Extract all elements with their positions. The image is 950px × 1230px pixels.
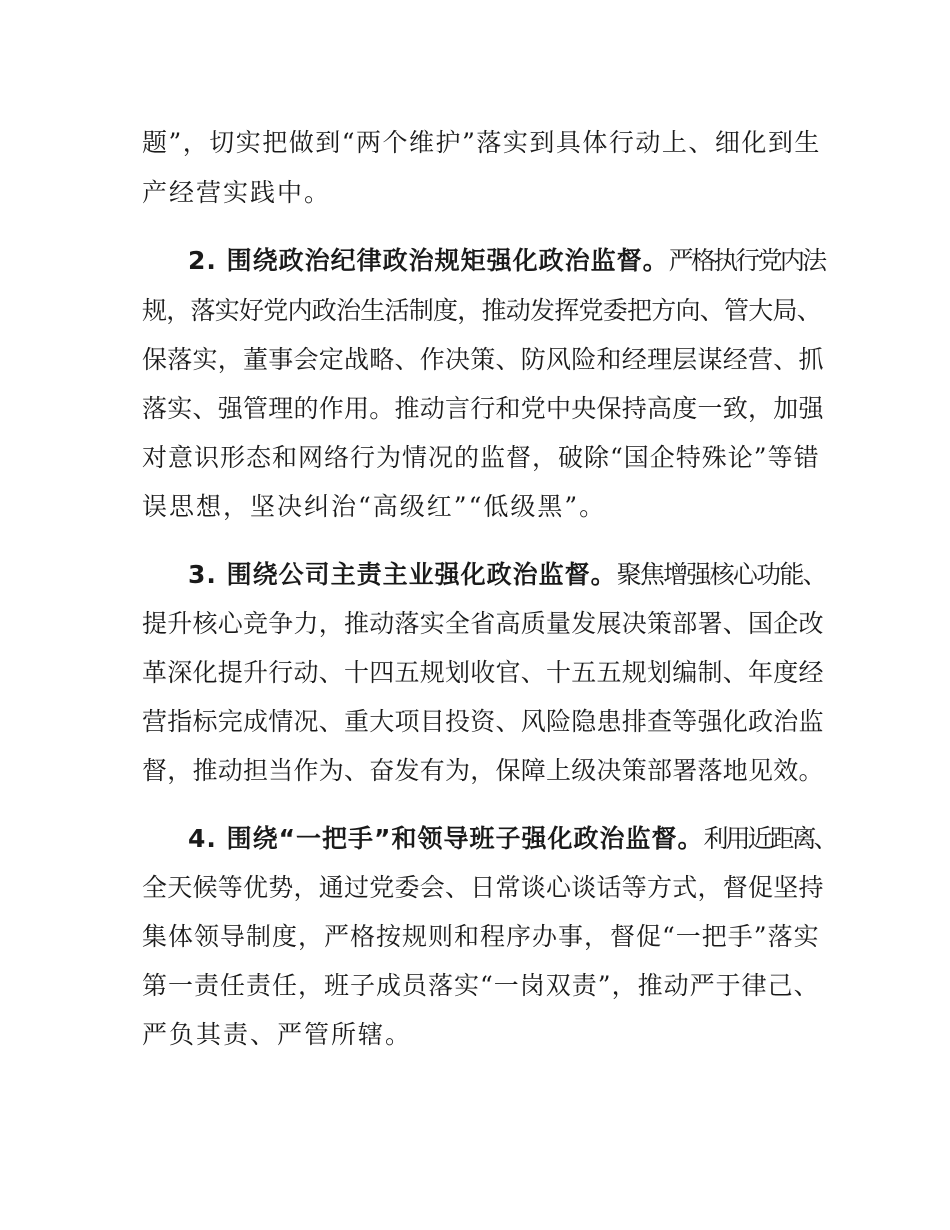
- para4-line1-text: 利用近距离、: [703, 824, 836, 853]
- para2-heading: 2. 围绕政治纪律政治规矩强化政治监督。: [188, 246, 669, 275]
- para2-line4: 落实、强管理的作用。推动言行和党中央保持高度一致，加强: [142, 394, 824, 423]
- para4-line1: [188, 823, 835, 855]
- para3-line3: 革深化提升行动、十四五规划收官、十五五规划编制、年度经: [142, 658, 824, 687]
- para2-line1: [188, 245, 824, 277]
- para4-line2: 全天候等优势，通过党委会、日常谈心谈话等方式，督促坚持: [142, 873, 824, 902]
- para1-line1: 题”，切实把做到“两个维护”落实到具体行动上、细化到生: [142, 128, 821, 157]
- para3-line1: [188, 559, 826, 591]
- para1-line2: 产经营实践中。: [142, 178, 332, 207]
- para2-line3: 保落实，董事会定战略、作决策、防风险和经理层谋经营、抓: [142, 345, 824, 374]
- para3-heading: 3. 围绕公司主责主业强化政治监督。: [188, 560, 617, 589]
- para3-line1-text: 聚焦增强核心功能、: [616, 560, 826, 589]
- para3-line4: 营指标完成情况、重大项目投资、风险隐患排查等强化政治监: [142, 707, 824, 736]
- para4-line5: 严负其责、严管所辖。: [142, 1020, 413, 1049]
- para4-heading: 4. 围绕“一把手”和领导班子强化政治监督。: [188, 824, 704, 853]
- para2-line5: 对意识形态和网络行为情况的监督，破除“国企特殊论”等错: [142, 443, 820, 472]
- para2-line1-text: 严格执行党内法: [668, 246, 825, 275]
- para3-line2: 提升核心竞争力，推动落实全省高质量发展决策部署、国企改: [142, 609, 824, 638]
- para2-line6: 误思想，坚决纠治“高级红”“低级黑”。: [142, 492, 607, 521]
- para3-line5: 督，推动担当作为、奋发有为，保障上级决策部署落地见效。: [142, 756, 824, 785]
- para4-line4: 第一责任责任，班子成员落实“一岗双责”，推动严于律己、: [142, 971, 820, 1000]
- para4-line3: 集体领导制度，严格按规则和程序办事，督促“一把手”落实: [142, 922, 820, 951]
- para2-line2: 规，落实好党内政治生活制度，推动发挥党委把方向、管大局、: [142, 296, 822, 325]
